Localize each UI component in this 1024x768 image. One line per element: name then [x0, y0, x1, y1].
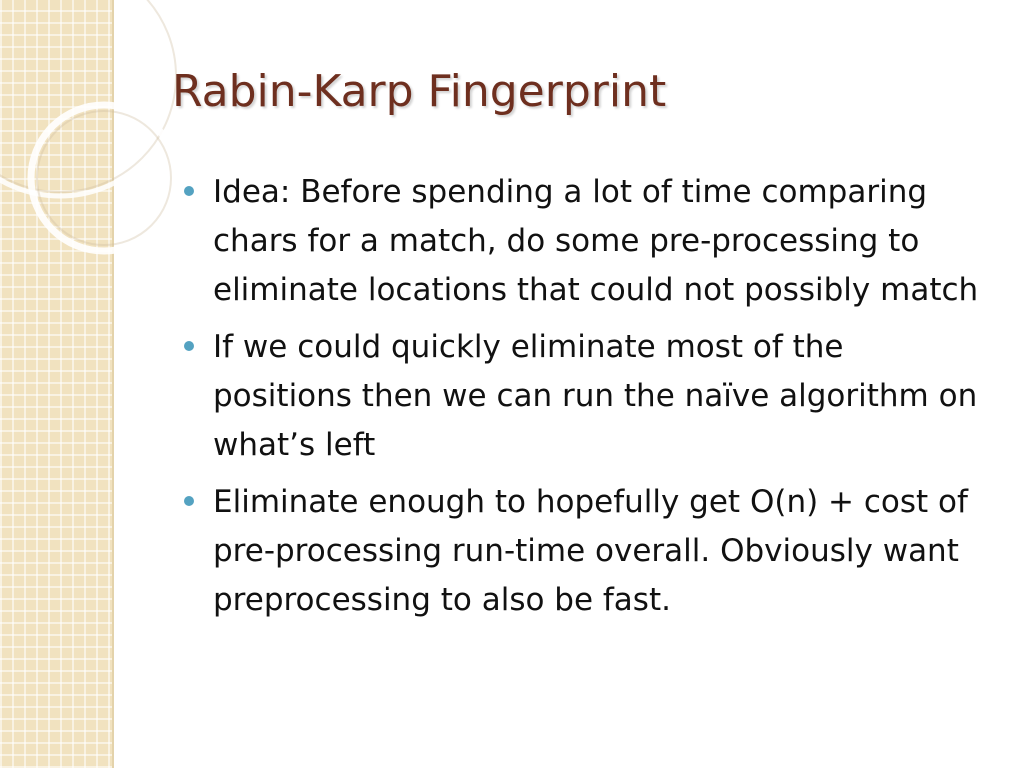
bullet-text: Idea: Before spending a lot of time comparing chars for a match, do some pre-processing to eliminate locations that could not possibly match: [213, 174, 979, 308]
bullet-dot-icon: [184, 186, 194, 196]
bullet-list: [184, 168, 984, 633]
bullet-item: [184, 168, 984, 315]
bullet-dot-icon: [184, 341, 194, 351]
bullet-text: Eliminate enough to hopefully get O(n) + cost of pre-processing run-time overall. Obviously want preprocessing to also be fast.: [213, 484, 968, 618]
bullet-item: [184, 478, 984, 625]
bullet-text: If we could quickly eliminate most of the positions then we can run the naïve algorithm on what’s left: [213, 329, 978, 463]
slide-title: Rabin-Karp Fingerprint: [172, 66, 667, 117]
bullet-item: [184, 323, 984, 470]
bullet-dot-icon: [184, 496, 194, 506]
